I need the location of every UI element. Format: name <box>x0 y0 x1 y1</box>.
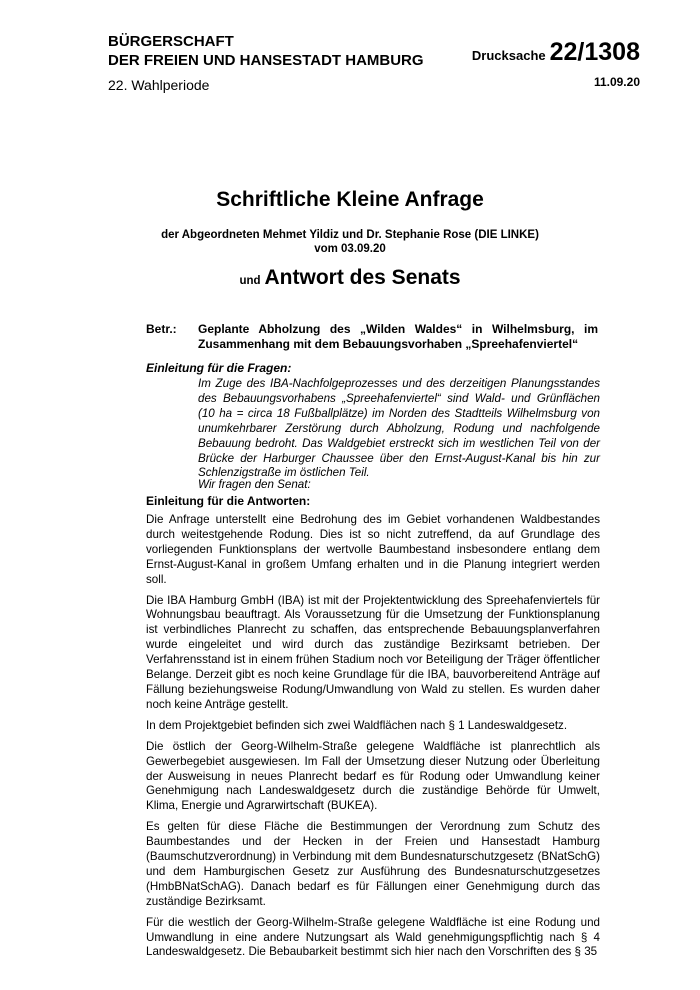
answers-body <box>146 513 600 966</box>
answer-paragraph: Für die westlich der Georg-Wilhelm-Straße gelegene Waldfläche ist eine Rodung und Umwandlung in eine andere Nutzungsart als Wald genehmigungspflichtig nach § 4 Landeswaldgesetz. Die Bebaubarkeit bestimmt sich hier nach den Vorschriften des § 35 <box>146 915 600 959</box>
answers-heading: Einleitung für die Antworten: <box>146 494 311 508</box>
drucksache-label: Drucksache <box>471 48 546 63</box>
drucksache-number: 22/1308 <box>549 38 640 66</box>
answer-und: und <box>239 275 261 287</box>
legislative-period: 22. Wahlperiode <box>108 77 210 93</box>
document-title: Schriftliche Kleine Anfrage <box>216 188 484 211</box>
document-subtitle <box>0 228 700 256</box>
subtitle-date: vom 03.09.20 <box>314 243 386 255</box>
drucksache <box>472 38 640 67</box>
org-line-2: DER FREIEN UND HANSESTADT HAMBURG <box>108 52 424 69</box>
answer-paragraph: Die IBA Hamburg GmbH (IBA) ist mit der Projektentwicklung des Spreehafenviertels für Wohnungsbau beauftragt. Als Voraussetzung für die Umsetzung der Funktionsplanung ist verbindliches Planrecht zu schaffen, das entsprechende Bebauungsplanverfahren wurde eingeleitet und wird durch das zuständige Bezirksamt betrieben. Der Verfahrensstand ist in einem frühen Stadium noch vor Beteiligung der Träger öffentlicher Belange. Derzeit gibt es noch keine Grundlage für die IBA, bauvorbereitend Anträge auf Fällung beziehungsweise Rodung/Umwandlung von Wald zu stellen. Es wurden daher noch keine Anträge gestellt. <box>146 593 600 711</box>
document-header-meta <box>472 38 640 89</box>
betr-label: Betr.: <box>146 322 177 336</box>
subtitle-authors: der Abgeordneten Mehmet Yildiz und Dr. Stephanie Rose (DIE LINKE) <box>161 229 539 241</box>
answer-paragraph: Die Anfrage unterstellt eine Bedrohung des im Gebiet vorhandenen Waldbestandes durch weitestgehende Rodung. Dies ist so nicht zutreffend, da auf Grundlage des vorliegenden Funktionsplans der wertvolle Baumbestand insbesondere entlang dem Ernst-August-Kanal in großem Umfang erhalten und in die Planung integriert werden soll. <box>146 513 600 586</box>
answer-title: Antwort des Senats <box>264 266 461 289</box>
answer-paragraph: Die östlich der Georg-Wilhelm-Straße gelegene Waldfläche ist planrechtlich als Gewerbegebiet ausgewiesen. Im Fall der Umsetzung dieser Nutzung oder Überleitung der Ausweisung in neues Planrecht bedarf es für Rodung oder Umwandlung keiner Genehmigung nach Landeswaldgesetz durch die zuständige Behörde für Umwelt, Klima, Energie und Agrarwirtschaft (BUKEA). <box>146 739 600 813</box>
questions-heading: Einleitung für die Fragen: <box>146 361 292 375</box>
answer-paragraph: Es gelten für diese Fläche die Bestimmungen der Verordnung zum Schutz des Baumbestandes und der Hecken in der Freien und Hansestadt Hamburg (Baumschutzverordnung) in Verbindung mit dem Bundesnaturschutzgesetz (BNatSchG) und dem Hamburgischen Gesetz zur Ausführung des Bundesnaturschutzgesetzes (HmbBNatSchAG). Danach bedarf es für Fällungen einer Genehmigung durch das zuständige Bezirksamt. <box>146 820 600 908</box>
questions-intro: Im Zuge des IBA-Nachfolgeprozesses und des derzeitigen Planungsstandes des Bebauungsvorhabens „Spreehafenviertel“ sind Wald- und Grünflächen (10 ha = circa 18 Fußballplätze) im Norden des Stadtteils Wilhelmsburg von unumkehrbarer Zerstörung durch Abholzung, Rodung und nachfolgende Bebauung bedroht. Das Waldgebiet erstreckt sich im westlichen Teil von der Brücke der Harburger Chaussee über den Ernst-August-Kanal bis hin zur Schlenzigstraße im östlichen Teil. <box>198 377 600 480</box>
answer-paragraph: In dem Projektgebiet befinden sich zwei Waldflächen nach § 1 Landeswaldgesetz. <box>146 718 568 732</box>
questions-ask: Wir fragen den Senat: <box>198 478 311 491</box>
org-line-1: BÜRGERSCHAFT <box>108 33 234 50</box>
betr-text: Geplante Abholzung des „Wilden Waldes“ in Wilhelmsburg, im Zusammenhang mit dem Bebauungsvorhaben „Spreehafenviertel“ <box>198 322 598 351</box>
document-date: 11.09.20 <box>593 75 640 89</box>
answer-heading <box>0 266 700 290</box>
document-header-org <box>108 32 424 70</box>
